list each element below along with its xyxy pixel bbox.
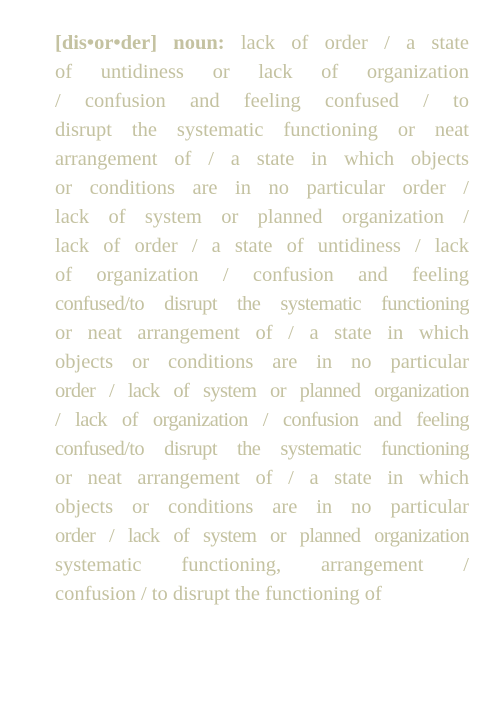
definition-line: confusion / to disrupt the functioning of bbox=[55, 583, 382, 605]
definition-line: order / lack of system or planned organization bbox=[55, 380, 469, 402]
definition-line: / lack of organization / confusion and feeling bbox=[55, 409, 469, 431]
definition-line: objects or conditions are in no particular bbox=[55, 351, 469, 373]
definition-line: or neat arrangement of / a state in which bbox=[55, 322, 469, 344]
definition-line: lack of system or planned organization / bbox=[55, 206, 469, 228]
definition-line: confused/to disrupt the systematic functioning bbox=[55, 438, 469, 460]
definition-line: of untidiness or lack of organization bbox=[55, 61, 469, 83]
definition-line: arrangement of / a state in which objects bbox=[55, 148, 469, 170]
definition-line-text: lack of order / a state bbox=[240, 32, 469, 54]
definition-line bbox=[55, 29, 469, 58]
definition-line: or neat arrangement of / a state in which bbox=[55, 467, 469, 489]
definition-text-block bbox=[55, 29, 469, 609]
headword: [dis•or•der] bbox=[55, 32, 158, 54]
definition-line: of organization / confusion and feeling bbox=[55, 264, 469, 286]
definition-line: confused/to disrupt the systematic functioning bbox=[55, 293, 469, 315]
definition-line: disrupt the systematic functioning or neat bbox=[55, 119, 469, 141]
definition-line: / confusion and feeling confused / to bbox=[55, 90, 469, 112]
definition-line: objects or conditions are in no particular bbox=[55, 496, 469, 518]
definition-line: order / lack of system or planned organization bbox=[55, 525, 469, 547]
definition-line: lack of order / a state of untidiness / lack bbox=[55, 235, 469, 257]
definition-line: or conditions are in no particular order / bbox=[55, 177, 469, 199]
part-of-speech: noun: bbox=[173, 32, 225, 54]
definition-line: systematic functioning, arrangement / bbox=[55, 554, 469, 576]
